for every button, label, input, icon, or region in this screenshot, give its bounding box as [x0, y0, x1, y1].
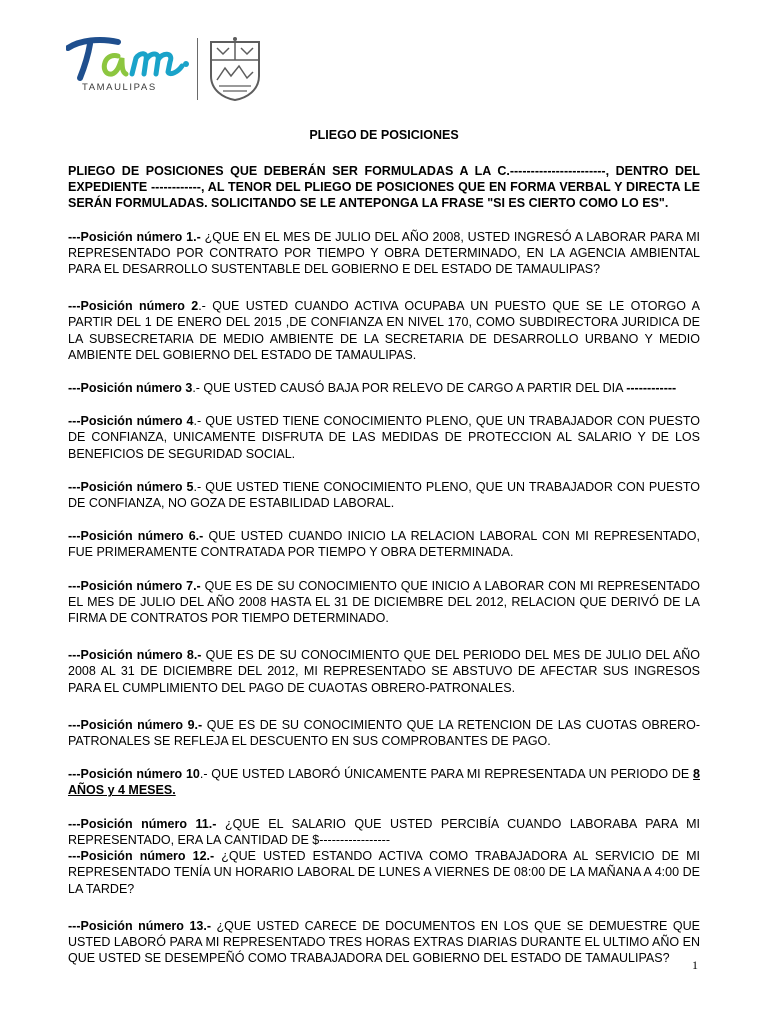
position-label: ---Posición número 5 — [68, 479, 194, 494]
intro-paragraph: PLIEGO DE POSICIONES QUE DEBERÁN SER FORMULADAS A LA C.-----------------------, DENTRO DEL EXPEDIENTE ------------, AL TENOR DEL PLIEGO DE POSICIONES QUE EN FORMA VERBAL Y DIRECTA LE SERÁN FORMULADAS. SOLICITANDO SE LE ANTEPONGA LA FRASE "SI ES CIERTO COMO LO ES". — [68, 164, 700, 211]
position-label: ---Posición número 8.- — [68, 648, 202, 663]
position-8 — [68, 647, 700, 696]
position-text: QUE USTED CUANDO INICIO LA RELACION LABORAL CON MI REPRESENTADO, FUE PRIMERAMENTE CONTRATADA POR TIEMPO Y OBRA DETERMINADA. — [68, 529, 701, 560]
position-label: ---Posición número 3 — [68, 381, 193, 396]
position-12 — [68, 848, 700, 897]
position-text: QUE ES DE SU CONOCIMIENTO QUE INICIO A LABORAR CON MI REPRESENTADO EL MES DE JULIO DEL AÑO 2008 HASTA EL 31 DE DICIEMBRE DEL 2012, RELACION QUE DERIVÓ DE LA FIRMA DE CONTRATOS POR TIEMPO DETERMINADO. — [68, 578, 701, 626]
position-13 — [68, 918, 700, 967]
position-label: ---Posición número 12.- — [68, 849, 215, 864]
position-suffix: 8 AÑOS y 4 MESES. — [68, 767, 700, 798]
position-6 — [68, 528, 700, 560]
position-text: ¿QUE USTED CARECE DE DOCUMENTOS EN LOS QUE SE DEMUESTRE QUE USTED LABORÓ PARA MI REPRESENTADO TRES HORAS EXTRAS DIARIAS DURANTE EL ULTIMO AÑO EN QUE USTED SE DESEMPEÑÓ COMO TRABAJADORA DEL GOBIERNO DEL ESTADO DE TAMAULIPAS? — [68, 918, 700, 966]
position-label: ---Posición número 10 — [68, 767, 200, 782]
position-label: ---Posición número 1.- — [68, 229, 201, 244]
position-1 — [68, 229, 700, 278]
position-label: ---Posición número 7.- — [68, 578, 201, 593]
position-4 — [68, 413, 700, 462]
position-label: ---Posición número 2 — [68, 299, 199, 314]
position-2 — [68, 298, 700, 363]
position-11 — [68, 816, 700, 848]
position-7 — [68, 578, 700, 627]
position-label: ---Posición número 6.- — [68, 529, 204, 544]
position-text: .- QUE USTED TIENE CONOCIMIENTO PLENO, QUE UN TRABAJADOR CON PUESTO DE CONFIANZA, NO GOZA DE ESTABILIDAD LABORAL. — [68, 479, 700, 511]
logo-subtitle: TAMAULIPAS — [82, 82, 157, 93]
position-text: ¿QUE EL SALARIO QUE USTED PERCIBÍA CUANDO LABORABA PARA MI REPRESENTADO, ERA LA CANTIDAD DE $----------------- — [68, 816, 700, 847]
position-3 — [68, 380, 700, 396]
position-suffix: ------------ — [626, 381, 677, 396]
position-text: QUE ES DE SU CONOCIMIENTO QUE LA RETENCION DE LAS CUOTAS OBRERO-PATRONALES SE REFLEJA EL DESCUENTO EN SUS COMPROBANTES DE PAGO. — [68, 717, 701, 749]
position-text: .- QUE USTED CUANDO ACTIVA OCUPABA UN PUESTO QUE SE LE OTORGO A PARTIR DEL 1 DE ENERO DEL 2015 ,DE CONFIANZA EN NIVEL 170, COMO SUBDIRECTORA JURIDICA DE LA SUBSECRETARIA DE MEDIO AMBIENTE DE LA SECRETARIA DE DESARROLLO URBANO Y MEDIO AMBIENTE DEL GOBIERNO DEL ESTADO DE TAMAULIPAS. — [68, 299, 700, 362]
page-number: 1 — [692, 958, 698, 972]
document-title: PLIEGO DE POSICIONES — [309, 128, 459, 142]
position-5 — [68, 479, 700, 511]
page-header — [66, 34, 266, 104]
tam-logo-mark — [66, 34, 194, 84]
position-label: ---Posición número 4 — [68, 414, 194, 429]
position-text: .- QUE USTED TIENE CONOCIMIENTO PLENO, QUE UN TRABAJADOR CON PUESTO DE CONFIANZA, UNICAMENTE DISFRUTA DE LAS MEDIDAS DE PROTECCION AL SALARIO Y DE LOS BENEFICIOS DE SEGURIDAD SOCIAL. — [68, 414, 700, 461]
position-text: ¿QUE EN EL MES DE JULIO DEL AÑO 2008, USTED INGRESÓ A LABORAR PARA MI REPRESENTADO POR CONTRATO POR TIEMPO Y OBRA DETERMINADO, EN LA AGENCIA AMBIENTAL PARA EL DESARROLLO SUSTENTABLE DEL GOBIERNO E DEL ESTADO DE TAMAULIPAS? — [68, 229, 700, 277]
position-text: QUE ES DE SU CONOCIMIENTO QUE DEL PERIODO DEL MES DE JULIO DEL AÑO 2008 AL 31 DE DICIEMBRE DEL 2012, MI REPRESENTADO SE ABSTUVO DE AFECTAR SUS INGRESOS PARA EL CUMPLIMIENTO DEL PAGO DE CUAOTAS OBRERO-PATRONALES. — [68, 648, 701, 695]
tamaulipas-seal-icon — [203, 36, 267, 102]
position-text: .- QUE USTED LABORÓ ÚNICAMENTE PARA MI REPRESENTADA UN PERIODO DE — [199, 767, 694, 782]
position-9 — [68, 717, 700, 749]
document-body — [68, 163, 700, 983]
logo-divider — [197, 38, 198, 100]
position-label: ---Posición número 13.- — [68, 918, 211, 933]
position-text: .- QUE USTED CAUSÓ BAJA POR RELEVO DE CARGO A PARTIR DEL DIA — [192, 381, 627, 396]
position-label: ---Posición número 11.- — [68, 816, 217, 831]
position-10 — [68, 766, 700, 798]
position-label: ---Posición número 9.- — [68, 717, 203, 732]
position-text: ¿QUE USTED ESTANDO ACTIVA COMO TRABAJADORA AL SERVICIO DE MI REPRESENTADO TENÍA UN HORARIO LABORAL DE LUNES A VIERNES DE 08:00 DE LA MAÑANA A 4:00 DE LA TARDE? — [68, 849, 700, 896]
